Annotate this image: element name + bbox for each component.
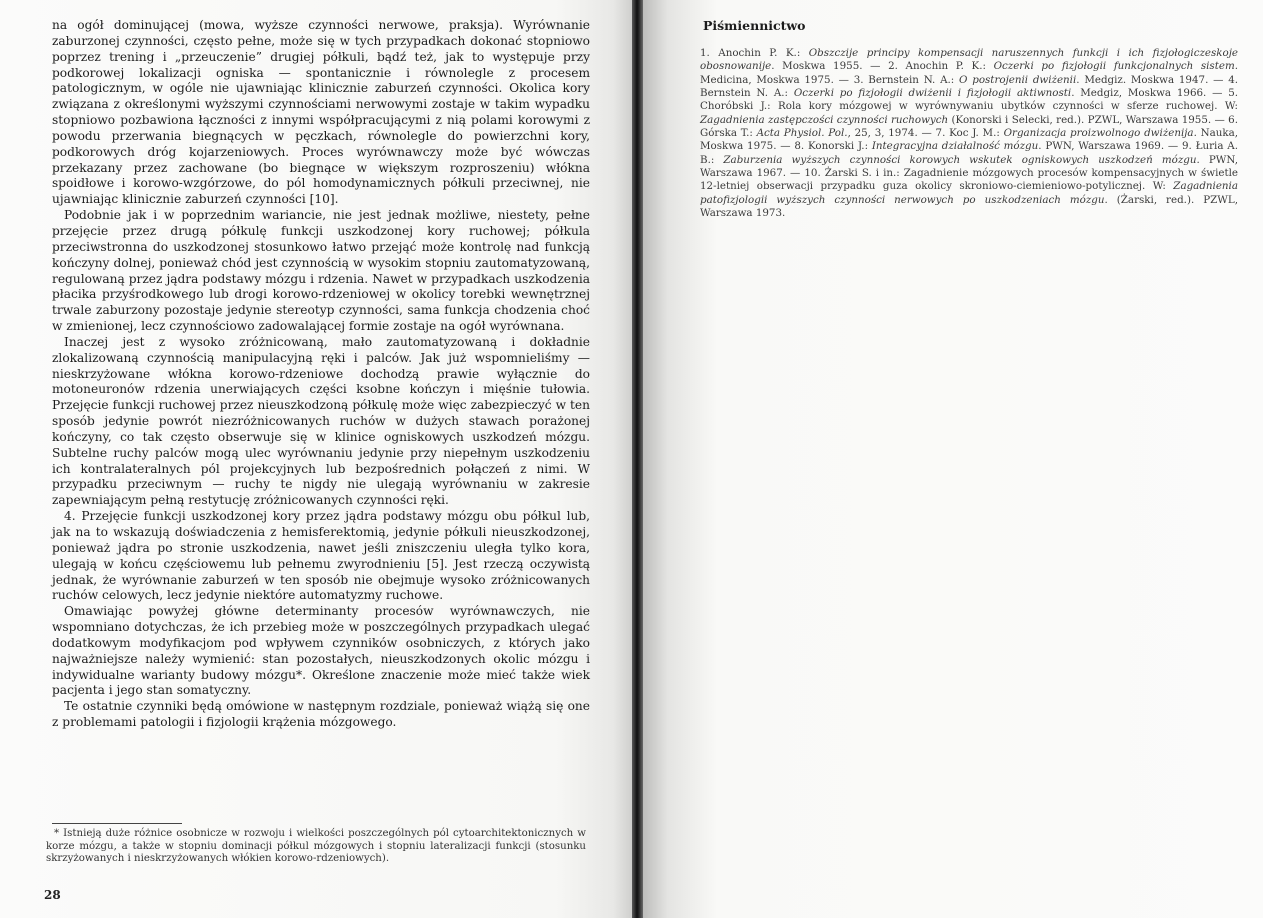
reference-list	[700, 47, 1238, 220]
reference-entry: 9. Łuria A. B.: Zaburzenia wyższych czynności korowych wskutek ogniskowych uszkodzeń mózgu. PWN, Warszawa 1967. —	[700, 140, 1238, 180]
left-page-body	[52, 18, 590, 731]
reference-entry: 5. Choróbski J.: Rola kory mózgowej w wyrównywaniu ubytków czynności w sferze ruchowej. W: Zagadnienia zastępczości czynności ruchowych (Konorski i Selecki, red.). PZWL, Warszawa 1955. —	[700, 87, 1239, 126]
bibliography-heading: Piśmiennictwo	[703, 18, 806, 33]
reference-entry: 3. Bernstein N. A.: O postrojenii dwiżenii. Medgiz. Moskwa 1947. —	[853, 73, 1229, 86]
paragraph: Te ostatnie czynniki będą omówione w następnym rozdziale, ponieważ wiążą się one z problemami patologii i fizjologii krążenia mózgowego.	[52, 699, 590, 730]
paragraph: na ogół dominującej (mowa, wyższe czynności nerwowe, praksja). Wyrównanie zaburzonej czynności, często pełne, może się w tych przypadkach dokonać stopniowo poprzez trening i „przeuczenie” drugiej półkuli, bądź też, jak to występuje przy podkorowej lokalizacji ogniska — spontanicznie i równolegle z procesem patologicznym, w ogóle nie ujawniając klinicznie zaburzeń czynności. Okolica kory związana z określonymi wyższymi czynnościami nerwowymi zostaje w takim wypadku stopniowo pozbawiona łączności z innymi współpracującymi z nią polami korowymi z powodu przerwania biegnących w pęczkach, równolegle do powierzchni kory, podkorowych dróg kojarzeniowych. Proces wyrównawczy może być wówczas przekazany przez zachowane (bo biegnące w większym rozproszeniu) włókna spoidłowe i korowo-wzgórzowe, do pól homodynamicznych półkuli przeciwnej, nie ujawniając klinicznie zaburzeń czynności [10].	[52, 18, 590, 207]
reference-entry: 7. Koc J. M.: Organizacja proizwolnogo dwiżenija. Nauka, Moskwa 1975. —	[700, 127, 1239, 153]
reference-entry: 10. Żarski S. i in.: Zagadnienie mózgowych procesów kompensacyjnych w świetle 12-letniej obserwacji przypadku guza okolicy skroniowo-ciemieniowo-potylicznej. W: Zagadnienia patofizjologii wyższych czynności nerwowych po uszkodzeniach mózgu. (Żarski, red.). PZWL, Warszawa 1973.	[700, 167, 1238, 220]
reference-entry: 2. Anochin P. K.: Oczerki po fizjołogii funkcjonalnych sistem. Medicina, Moskwa 1975. —	[700, 60, 1238, 86]
paragraph: 4. Przejęcie funkcji uszkodzonej kory przez jądra podstawy mózgu obu półkul lub, jak na to wskazują doświadczenia z hemisferektomią, jedynie półkuli nieuszkodzonej, ponieważ jądra po stronie uszkodzenia, nawet jeśli zniszczeniu uległa tylko kora, ulegają w końcu częściowemu lub pełnemu zwyrodnieniu [5]. Jest rzeczą oczywistą jednak, że wyrównanie zaburzeń w ten sposób nie obejmuje wysoko zróżnicowanych ruchów celowych, lecz jedynie niektóre automatyzmy ruchowe.	[52, 509, 590, 603]
footnote-divider	[52, 823, 182, 824]
paragraph: Inaczej jest z wysoko zróżnicowaną, mało zautomatyzowaną i dokładnie zlokalizowaną czynnością manipulacyjną ręki i palców. Jak już wspomnieliśmy — nieskrzyżowane włókna korowo-rdzeniowe dochodzą prawie wyłącznie do motoneuronów rdzenia unerwiających części ksobne kończyn i mięśnie tułowia. Przejęcie funkcji ruchowej przez nieuszkodzoną półkulę może więc zabezpieczyć w ten sposób jedynie powrót niezróżnicowanych ruchów w dużych stawach porażonej kończyny, co tak często obserwuje się w klinice ogniskowych uszkodzeń mózgu. Subtelne ruchy palców mogą ulec wyrównaniu jedynie przy niepełnym uszkodzeniu ich kontralateralnych pól projekcyjnych lub bezpośrednich połączeń z nimi. W przypadku przeciwnym — ruchy te nigdy nie ulegają wyrównaniu w zakresie zapewniającym pełną restytucję zróżnicowanych czynności ręki.	[52, 334, 590, 508]
reference-entry: 8. Konorski J.: Integracyjna działalność mózgu. PWN, Warszawa 1969. —	[794, 140, 1182, 153]
paragraph: Omawiając powyżej główne determinanty procesów wyrównawczych, nie wspomniano dotychczas, że ich przebieg może w poszczególnych przypadkach ulegać dodatkowym modyfikacjom pod wpływem czynników osobniczych, z których jako najważniejsze należy wymienić: stan pozostałych, nieuszkodzonych okolic mózgu i indywidualne warianty budowy mózgu*. Określone znaczenie może mieć także wiek pacjenta i jego stan somatyczny.	[52, 604, 590, 698]
reference-entry: 1. Anochin P. K.: Obszczije principy kompensacji naruszennych funkcji i ich fizjołogiczeskoje obosnowanije. Moskwa 1955. —	[700, 47, 1238, 73]
page-number: 28	[44, 888, 61, 902]
footnote: * Istnieją duże różnice osobnicze w rozwoju i wielkości poszczególnych pól cytoarchitektonicznych w korze mózgu, a także w stopniu dominacji półkul mózgowych i stopniu lateralizacji funkcji (stosunku skrzyżowanych i nieskrzyżowanych włókien korowo-rdzeniowych).	[46, 828, 586, 865]
reference-entry: 4. Bernstein N. A.: Oczerki po fizjołogii dwiżenii i fizjołogii aktiwnosti. Medgiz, Moskwa 1966. —	[700, 73, 1239, 100]
book-gutter	[632, 0, 643, 918]
reference-entry: 6. Górska T.: Acta Physiol. Pol., 25, 3, 1974. —	[700, 113, 1238, 140]
paragraph: Podobnie jak i w poprzednim wariancie, nie jest jednak możliwe, niestety, pełne przejęcie przez drugą półkulę funkcji uszkodzonej kory ruchowej; półkula przeciwstronna do uszkodzonej stosunkowo łatwo przejąć może kontrolę nad funkcją kończyny dolnej, ponieważ chód jest czynnością w wysokim stopniu zautomatyzowaną, regulowaną przez jądra podstawy mózgu i rdzenia. Nawet w przypadkach uszkodzenia płacika przyśrodkowego lub drogi korowo-rdzeniowej w okolicy torebki wewnętrznej trwale zaburzony pozostaje jedynie stereotyp czynności, sama funkcja chodzenia choć w zmienionej, lecz czynnościowo zadowalającej formie zostaje na ogół wyrównana.	[52, 208, 590, 334]
